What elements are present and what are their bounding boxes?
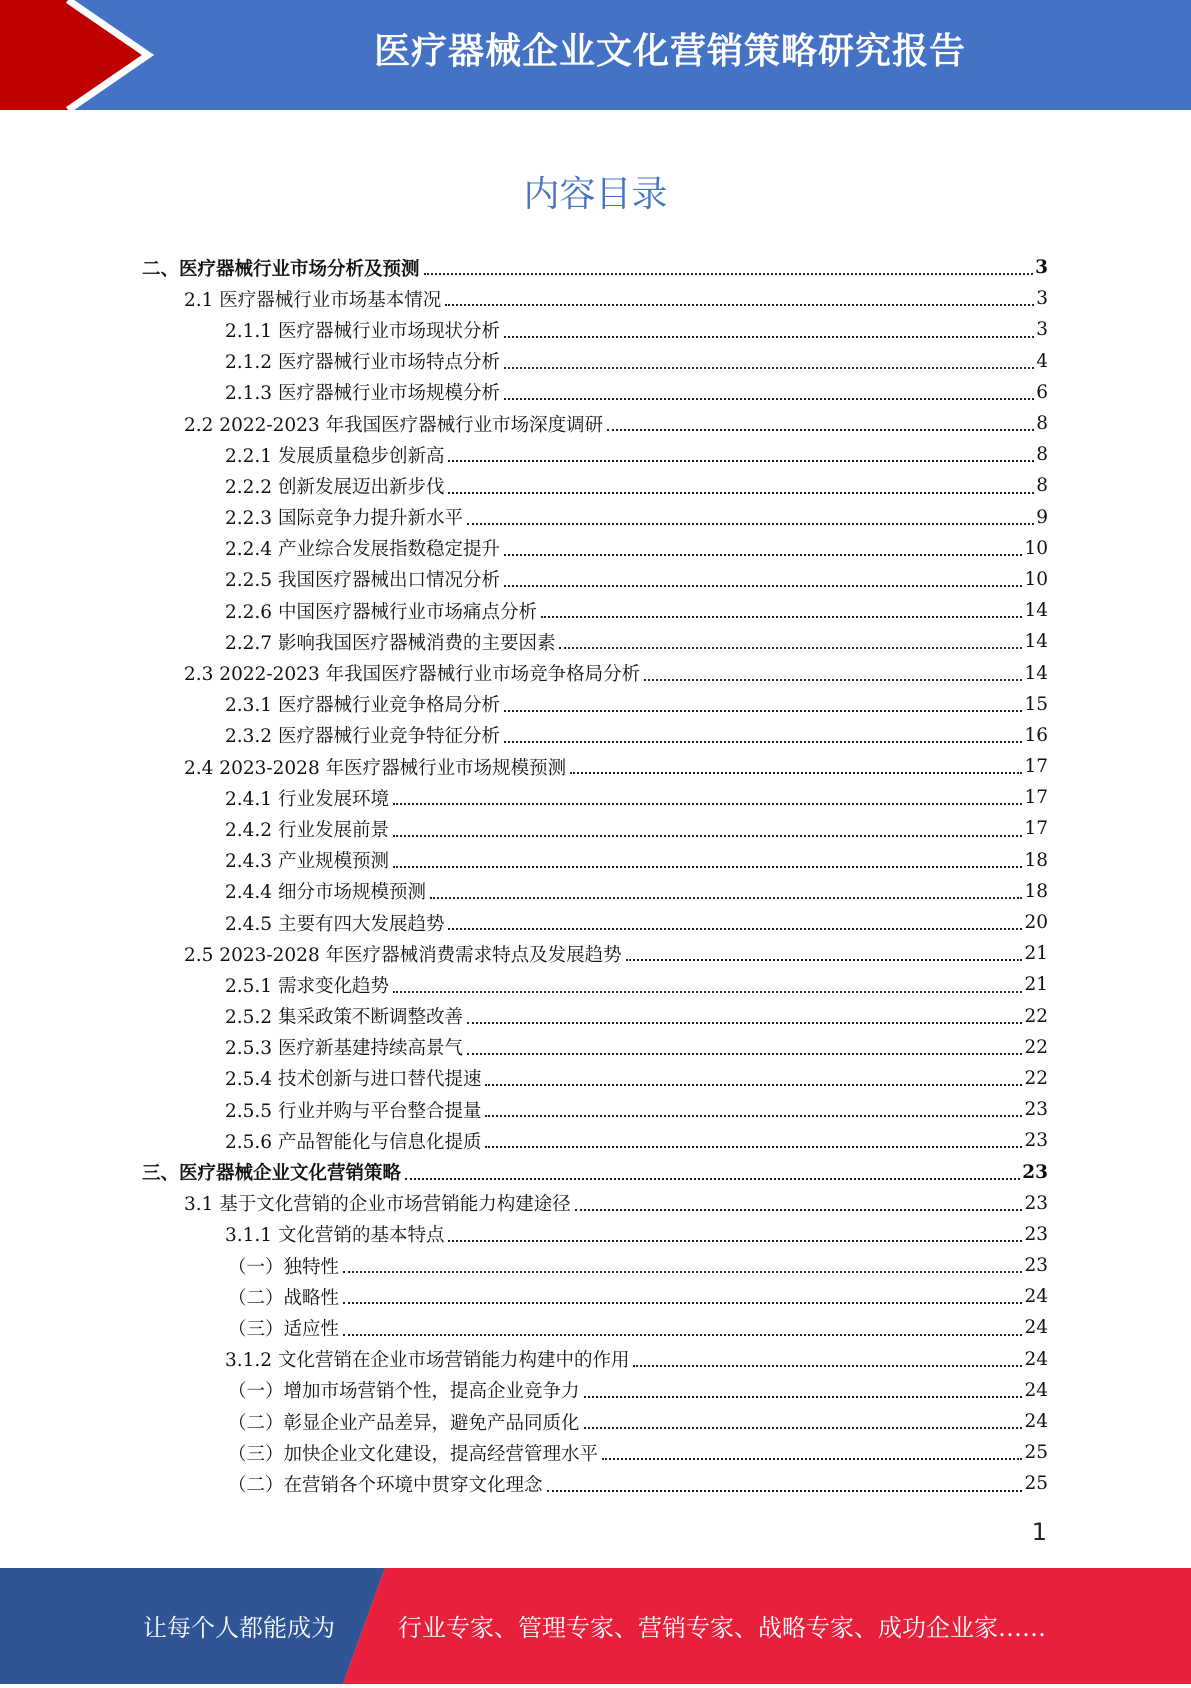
toc-dot-leader <box>393 835 1022 837</box>
toc-entry[interactable] <box>0 1312 1191 1343</box>
toc-entry[interactable] <box>0 845 1191 876</box>
toc-entry[interactable] <box>0 1094 1191 1125</box>
toc-entry-title: 2.2 2022-2023 年我国医疗器械行业市场深度调研 <box>184 414 604 436</box>
toc-entry-page: 22 <box>1024 1036 1048 1058</box>
toc-entry[interactable] <box>0 408 1191 439</box>
toc-entry-page: 14 <box>1024 631 1048 653</box>
toc-entry-title: （一）独特性 <box>228 1256 340 1278</box>
toc-entry-title: 2.1 医疗器械行业市场基本情况 <box>184 289 442 311</box>
toc-dot-leader <box>504 585 1022 587</box>
toc-entry[interactable] <box>0 1250 1191 1281</box>
toc-entry-title: 2.2.1 发展质量稳步创新高 <box>225 445 445 467</box>
toc-entry-title: 2.5.4 技术创新与进口替代提速 <box>225 1069 482 1091</box>
toc-entry[interactable] <box>0 1406 1191 1437</box>
toc-entry[interactable] <box>0 1188 1191 1219</box>
toc-entry-title: 2.5.1 需求变化趋势 <box>225 975 389 997</box>
toc-dot-leader <box>424 273 1034 275</box>
toc-entry-title: 2.2.5 我国医疗器械出口情况分析 <box>225 570 500 592</box>
toc-entry-title: 2.1.1 医疗器械行业市场现状分析 <box>225 320 500 342</box>
toc-entry-title: 3.1.1 文化营销的基本特点 <box>225 1225 445 1247</box>
toc-dot-leader <box>485 1115 1022 1117</box>
page-number: 1 <box>1031 1518 1047 1546</box>
toc-entry-title: 2.3.1 医疗器械行业竞争格局分析 <box>225 695 500 717</box>
toc-entry[interactable] <box>0 377 1191 408</box>
toc-entry-title: 2.4 2023-2028 年医疗器械行业市场规模预测 <box>184 757 567 779</box>
toc-dot-leader <box>602 1458 1022 1460</box>
toc-dot-leader <box>504 710 1022 712</box>
toc-entry-page: 3 <box>1036 288 1048 310</box>
toc-entry-title: 2.5.6 产品智能化与信息化提质 <box>225 1131 482 1153</box>
toc-entry[interactable] <box>0 1063 1191 1094</box>
toc-entry-title: 2.2.3 国际竞争力提升新水平 <box>225 508 463 530</box>
toc-dot-leader <box>633 1365 1022 1367</box>
toc-entry-page: 21 <box>1024 974 1048 996</box>
toc-entry-page: 8 <box>1036 444 1048 466</box>
toc-entry-page: 23 <box>1024 1099 1048 1121</box>
toc-dot-leader <box>547 1490 1023 1492</box>
toc-entry-title: （二）在营销各个环境中贯穿文化理念 <box>228 1474 543 1496</box>
toc-entry-title: 二、医疗器械行业市场分析及预测 <box>142 258 420 280</box>
toc-entry-title: 2.2.4 产业综合发展指数稳定提升 <box>225 539 500 561</box>
toc-entry-title: 2.5.3 医疗新基建持续高景气 <box>225 1038 463 1060</box>
toc-entry[interactable] <box>0 751 1191 782</box>
toc-entry[interactable] <box>0 470 1191 501</box>
toc-entry[interactable] <box>0 813 1191 844</box>
toc-entry-title: 2.4.4 细分市场规模预测 <box>225 882 426 904</box>
toc-entry-page: 10 <box>1024 568 1048 590</box>
toc-dot-leader <box>343 1334 1022 1336</box>
toc-dot-leader <box>448 460 1034 462</box>
report-title: 医疗器械企业文化营销策略研究报告 <box>373 31 966 72</box>
toc-entry[interactable] <box>0 1281 1191 1312</box>
toc-entry-title: 2.2.7 影响我国医疗器械消费的主要因素 <box>225 632 556 654</box>
toc-entry-title: 2.1.3 医疗器械行业市场规模分析 <box>225 383 500 405</box>
toc-entry[interactable] <box>0 1468 1191 1499</box>
toc-entry-page: 24 <box>1024 1286 1048 1308</box>
toc-entry-page: 23 <box>1024 1255 1048 1277</box>
toc-dot-leader <box>584 1427 1023 1429</box>
toc-entry[interactable] <box>0 907 1191 938</box>
toc-entry-title: 2.5.2 集采政策不断调整改善 <box>225 1007 463 1029</box>
toc-entry-title: 2.5 2023-2028 年医疗器械消费需求特点及发展趋势 <box>184 944 622 966</box>
toc-entry-title: （二）彰显企业产品差异，避免产品同质化 <box>228 1412 580 1434</box>
toc-dot-leader <box>430 897 1022 899</box>
toc-entry[interactable] <box>0 1219 1191 1250</box>
toc-dot-leader <box>570 772 1022 774</box>
toc-entry-page: 3 <box>1036 319 1048 341</box>
toc-dot-leader <box>448 928 1022 930</box>
toc-entry-title: （三）加快企业文化建设，提高经营管理水平 <box>228 1443 599 1465</box>
toc-heading: 内容目录 <box>523 174 668 215</box>
page-footer-banner <box>0 1568 1191 1684</box>
toc-dot-leader <box>607 429 1034 431</box>
toc-entry-page: 8 <box>1036 413 1048 435</box>
toc-entry-page: 15 <box>1024 693 1048 715</box>
toc-entry[interactable] <box>0 720 1191 751</box>
toc-entry-page: 6 <box>1036 381 1048 403</box>
toc-entry-title: 2.1.2 医疗器械行业市场特点分析 <box>225 352 500 374</box>
toc-dot-leader <box>584 1396 1023 1398</box>
toc-entry[interactable] <box>0 252 1191 283</box>
toc-entry-title: 2.3 2022-2023 年我国医疗器械行业市场竞争格局分析 <box>184 664 641 686</box>
page-header-banner <box>0 0 1191 110</box>
toc-dot-leader <box>467 1053 1022 1055</box>
toc-dot-leader <box>504 398 1034 400</box>
toc-dot-leader <box>504 554 1022 556</box>
toc-entry-title: 2.4.1 行业发展环境 <box>225 788 389 810</box>
toc-entry-title: 三、医疗器械企业文化营销策略 <box>142 1163 402 1185</box>
toc-entry[interactable] <box>0 689 1191 720</box>
toc-entry[interactable] <box>0 502 1191 533</box>
toc-entry-page: 23 <box>1024 1192 1048 1214</box>
toc-entry[interactable] <box>0 876 1191 907</box>
toc-dot-leader <box>467 523 1034 525</box>
toc-entry-page: 14 <box>1024 600 1048 622</box>
toc-entry-page: 16 <box>1024 724 1048 746</box>
toc-entry[interactable] <box>0 1437 1191 1468</box>
toc-dot-leader <box>393 991 1022 993</box>
toc-entry-page: 4 <box>1036 350 1048 372</box>
toc-entry-page: 24 <box>1024 1317 1048 1339</box>
toc-entry-page: 17 <box>1024 818 1048 840</box>
footer-slogan-left: 让每个人都能成为 <box>143 1614 335 1642</box>
toc-entry-page: 20 <box>1024 912 1048 934</box>
toc-entry-page: 22 <box>1024 1005 1048 1027</box>
toc-dot-leader <box>343 1302 1022 1304</box>
toc-entry[interactable] <box>0 1125 1191 1156</box>
toc-entry-page: 24 <box>1024 1411 1048 1433</box>
toc-entry[interactable] <box>0 564 1191 595</box>
toc-entry-page: 8 <box>1036 475 1048 497</box>
toc-entry[interactable] <box>0 533 1191 564</box>
toc-entry-title: 2.3.2 医疗器械行业竞争特征分析 <box>225 726 500 748</box>
toc-dot-leader <box>504 336 1034 338</box>
toc-dot-leader <box>644 679 1022 681</box>
toc-entry[interactable] <box>0 1032 1191 1063</box>
toc-entry-page: 23 <box>1024 1130 1048 1152</box>
toc-entry[interactable] <box>0 969 1191 1000</box>
toc-entry-page: 24 <box>1024 1348 1048 1370</box>
toc-entry-title: 2.2.6 中国医疗器械行业市场痛点分析 <box>225 601 537 623</box>
toc-entry-page: 22 <box>1024 1067 1048 1089</box>
footer-slogan-right: 行业专家、管理专家、营销专家、战略专家、成功企业家…… <box>398 1614 1046 1642</box>
toc-entry[interactable] <box>0 283 1191 314</box>
toc-entry-page: 23 <box>1024 1223 1048 1245</box>
toc-dot-leader <box>467 1022 1022 1024</box>
toc-entry-page: 14 <box>1024 662 1048 684</box>
toc-entry-title: 2.4.2 行业发展前景 <box>225 819 389 841</box>
toc-dot-leader <box>559 647 1022 649</box>
toc-dot-leader <box>541 616 1022 618</box>
toc-entry-title: （三）适应性 <box>228 1318 340 1340</box>
toc-entry-title: 3.1 基于文化营销的企业市场营销能力构建途径 <box>184 1194 571 1216</box>
toc-entry[interactable] <box>0 314 1191 345</box>
toc-entry[interactable] <box>0 1344 1191 1375</box>
toc-entry[interactable] <box>0 595 1191 626</box>
toc-entry-title: 2.5.5 行业并购与平台整合提量 <box>225 1100 482 1122</box>
toc-entry-page: 18 <box>1024 849 1048 871</box>
toc-dot-leader <box>448 1240 1022 1242</box>
toc-entry[interactable] <box>0 346 1191 377</box>
toc-entry-title: （二）战略性 <box>228 1287 340 1309</box>
toc-dot-leader <box>485 1146 1022 1148</box>
toc-dot-leader <box>393 803 1022 805</box>
toc-entry[interactable] <box>0 1375 1191 1406</box>
toc-dot-leader <box>626 959 1023 961</box>
toc-entry-page: 17 <box>1024 756 1048 778</box>
toc-entry-page: 24 <box>1024 1379 1048 1401</box>
toc-entry[interactable] <box>0 1001 1191 1032</box>
toc-entry[interactable] <box>0 782 1191 813</box>
toc-entry[interactable] <box>0 626 1191 657</box>
toc-entry-page: 25 <box>1024 1473 1048 1495</box>
toc-dot-leader <box>393 866 1022 868</box>
toc-entry[interactable] <box>0 938 1191 969</box>
toc-dot-leader <box>504 741 1022 743</box>
table-of-contents <box>0 252 1191 1500</box>
toc-dot-leader <box>405 1178 1020 1180</box>
toc-entry-title: 2.4.3 产业规模预测 <box>225 851 389 873</box>
toc-entry-page: 3 <box>1035 257 1048 279</box>
toc-entry-title: 2.2.2 创新发展迈出新步伐 <box>225 476 445 498</box>
toc-entry-title: （一）增加市场营销个性，提高企业竞争力 <box>228 1381 580 1403</box>
toc-dot-leader <box>343 1271 1022 1273</box>
toc-entry-page: 10 <box>1024 537 1048 559</box>
toc-entry-title: 2.4.5 主要有四大发展趋势 <box>225 913 445 935</box>
toc-dot-leader <box>485 1084 1022 1086</box>
toc-entry[interactable] <box>0 1156 1191 1187</box>
toc-entry-page: 25 <box>1024 1442 1048 1464</box>
toc-entry-page: 21 <box>1024 943 1048 965</box>
toc-entry[interactable] <box>0 439 1191 470</box>
toc-dot-leader <box>445 304 1034 306</box>
toc-entry[interactable] <box>0 657 1191 688</box>
toc-entry-page: 23 <box>1022 1161 1048 1183</box>
toc-entry-title: 3.1.2 文化营销在企业市场营销能力构建中的作用 <box>225 1350 630 1372</box>
toc-entry-page: 9 <box>1036 506 1048 528</box>
toc-entry-page: 17 <box>1024 787 1048 809</box>
toc-dot-leader <box>504 367 1034 369</box>
toc-dot-leader <box>448 492 1034 494</box>
toc-entry-page: 18 <box>1024 880 1048 902</box>
toc-dot-leader <box>575 1209 1023 1211</box>
